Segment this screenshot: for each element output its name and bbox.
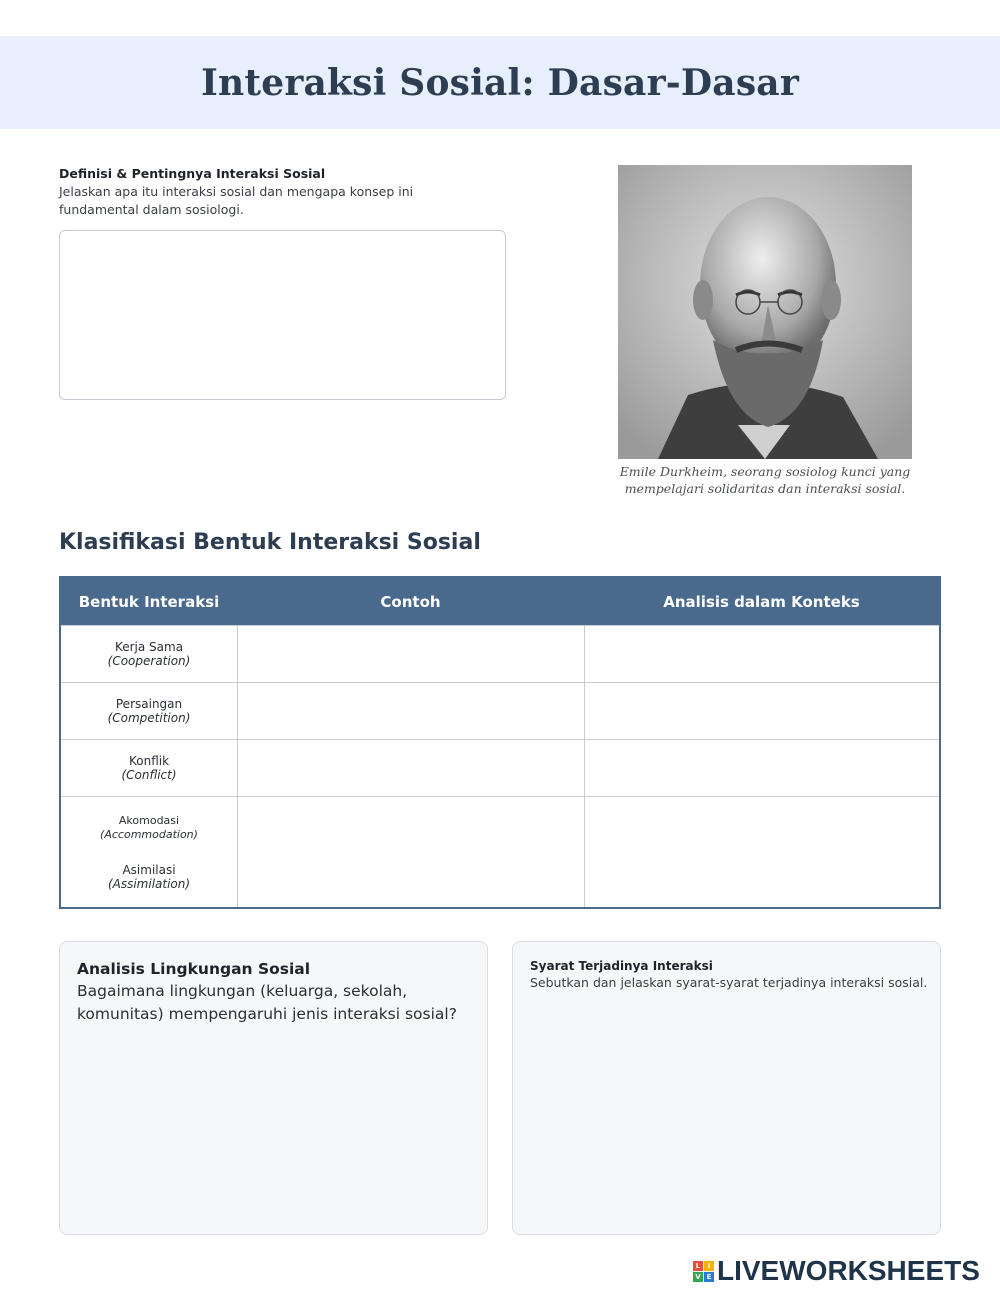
row-label-text: Akomodasi <box>118 813 180 827</box>
environment-card-prompt: Bagaimana lingkungan (keluarga, sekolah, komunitas) mempengaruhi jenis interaksi sosial? <box>77 982 457 1023</box>
row-label-english: (Assimilation) <box>107 876 191 891</box>
column-header-example: Contoh <box>380 592 441 611</box>
table-header <box>61 578 939 625</box>
row-label <box>61 626 237 682</box>
brand-logo-icon <box>693 1261 714 1282</box>
table-row <box>61 682 939 739</box>
row-label-english: (Cooperation) <box>107 654 191 668</box>
row-label <box>61 683 237 739</box>
row-label <box>61 854 237 900</box>
analysis-cell[interactable] <box>584 740 939 796</box>
portrait-drawing <box>618 165 912 459</box>
liveworksheets-logo[interactable] <box>693 1255 980 1287</box>
row-label-text: Persaingan <box>115 697 183 711</box>
row-label-text: Kerja Sama <box>114 640 184 654</box>
row-label-group <box>61 797 237 907</box>
logo-letter: I <box>704 1261 714 1271</box>
requirements-card[interactable] <box>512 941 941 1235</box>
row-label-english: (Competition) <box>107 711 191 725</box>
row-label <box>61 805 237 851</box>
environment-analysis-card[interactable] <box>59 941 488 1235</box>
analysis-cell[interactable] <box>584 797 939 907</box>
row-label-text: Konflik <box>128 754 170 768</box>
requirements-card-title: Syarat Terjadinya Interaksi <box>530 959 713 973</box>
logo-letter: L <box>693 1261 703 1271</box>
example-cell[interactable] <box>237 797 584 907</box>
definition-title: Definisi & Pentingnya Interaksi Sosial <box>59 166 326 181</box>
row-label-text: Asimilasi <box>122 862 176 877</box>
column-header-analysis: Analisis dalam Konteks <box>663 592 860 611</box>
portrait-caption: Emile Durkheim, seorang sosiolog kunci yang mempelajari solidaritas dan interaksi sosial. <box>619 464 911 496</box>
page-title: Interaksi Sosial: Dasar-Dasar <box>201 62 799 104</box>
example-cell[interactable] <box>237 626 584 682</box>
logo-letter: V <box>693 1272 703 1282</box>
classification-table <box>59 576 941 909</box>
logo-letter: E <box>704 1272 714 1282</box>
analysis-cell[interactable] <box>584 626 939 682</box>
environment-card-title: Analisis Lingkungan Sosial <box>77 960 311 978</box>
classification-title: Klasifikasi Bentuk Interaksi Sosial <box>59 530 481 555</box>
example-cell[interactable] <box>237 740 584 796</box>
definition-prompt: Jelaskan apa itu interaksi sosial dan mengapa konsep ini fundamental dalam sosiologi. <box>59 184 414 217</box>
row-label-english: (Accommodation) <box>100 827 198 841</box>
row-label-english: (Conflict) <box>121 768 177 782</box>
row-label <box>61 740 237 796</box>
table-row <box>61 739 939 796</box>
table-row <box>61 796 939 907</box>
requirements-card-prompt: Sebutkan dan jelaskan syarat-syarat terjadinya interaksi sosial. <box>530 975 928 990</box>
brand-name: LIVEWORKSHEETS <box>717 1255 980 1286</box>
column-header-form: Bentuk Interaksi <box>78 592 220 611</box>
example-cell[interactable] <box>237 683 584 739</box>
header-banner <box>0 36 1000 129</box>
table-row <box>61 625 939 682</box>
definition-answer-box[interactable] <box>59 230 506 400</box>
analysis-cell[interactable] <box>584 683 939 739</box>
durkheim-portrait <box>618 165 912 459</box>
